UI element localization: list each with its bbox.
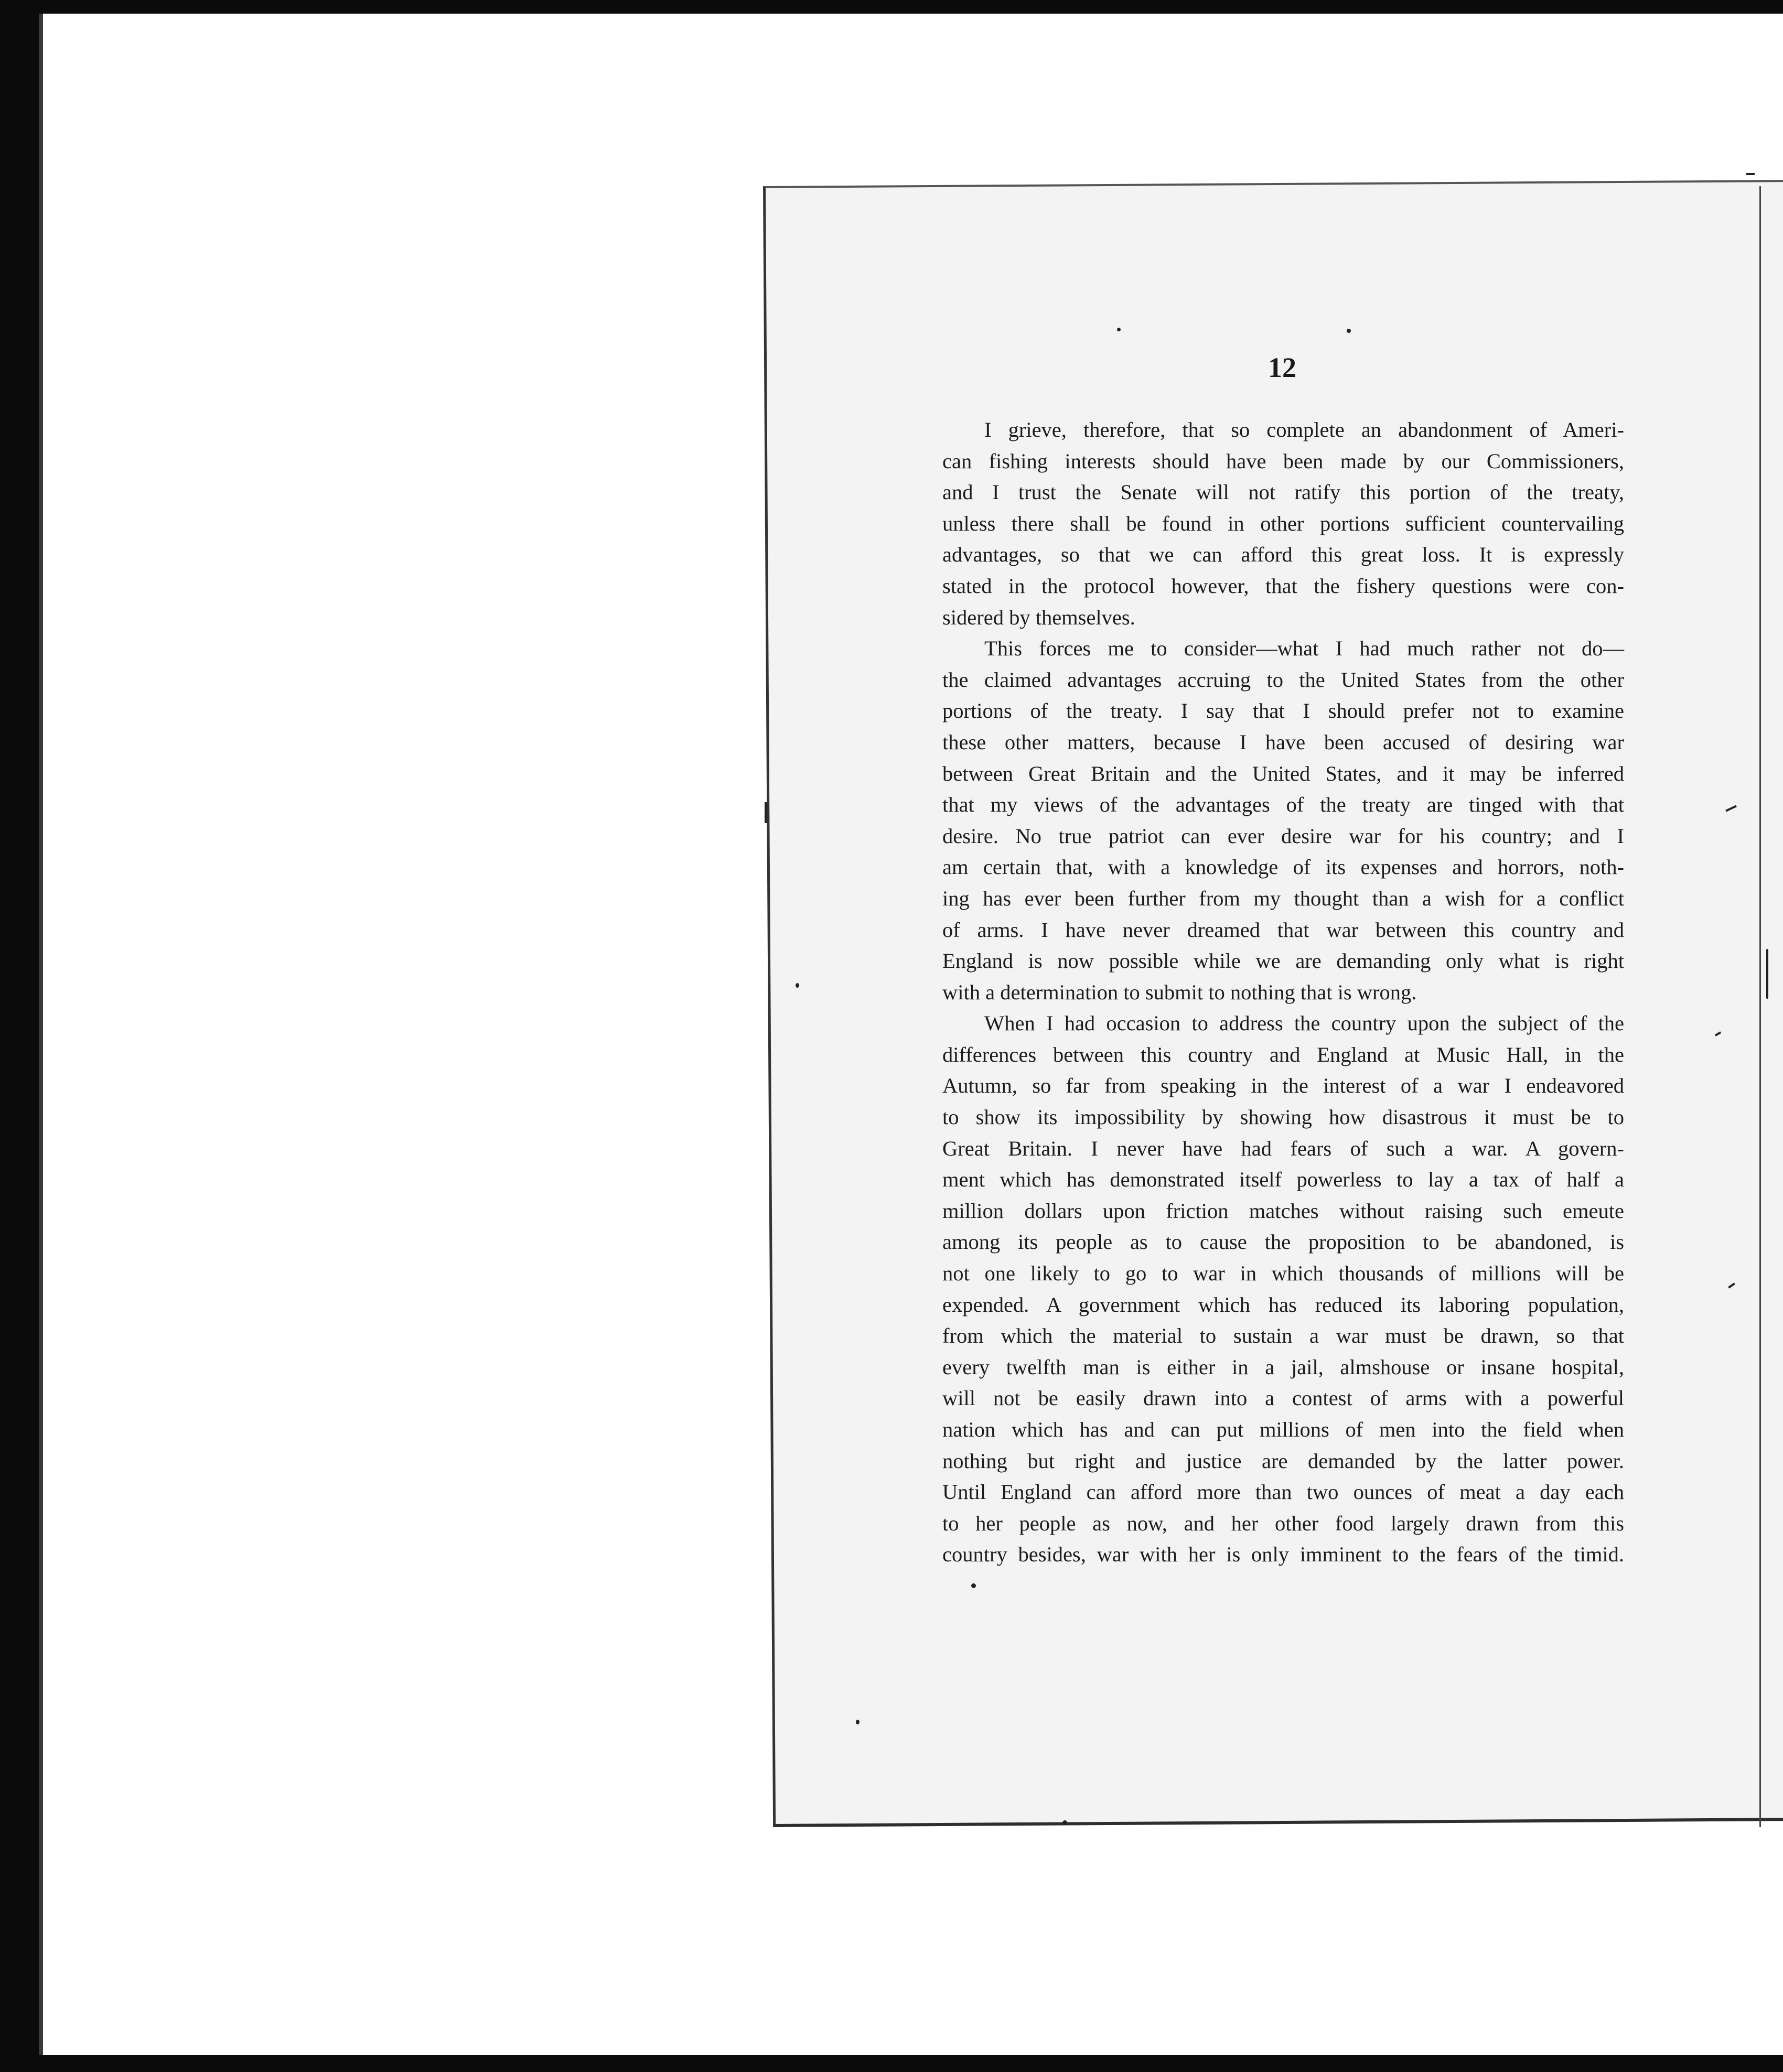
text-line: ment which has demonstrated itself powerless to lay a tax of half a bbox=[942, 1168, 1624, 1192]
text-line: not one likely to go to war in which thousands of millions will be bbox=[942, 1261, 1624, 1286]
text-line: I grieve, therefore, that so complete an abandonment of Ameri- bbox=[984, 418, 1624, 441]
text-line: am certain that, with a knowledge of its expenses and horrors, noth- bbox=[942, 855, 1624, 879]
text-line: with a determination to submit to nothing that is wrong. bbox=[942, 980, 1417, 1004]
scan-border-left-shadow bbox=[39, 14, 43, 2055]
text-line: to her people as now, and her other food largely drawn from this bbox=[942, 1511, 1624, 1535]
page-edge-right bbox=[1759, 186, 1761, 1827]
margin-mark bbox=[765, 802, 767, 823]
text-line: advantages, so that we can afford this great loss. It is expressly bbox=[942, 543, 1624, 567]
text-line: unless there shall be found in other portions sufficient countervailing bbox=[942, 511, 1624, 535]
scan-speck bbox=[796, 983, 799, 988]
text-line: stated in the protocol however, that the fishery questions were con- bbox=[942, 574, 1624, 598]
paragraph bbox=[942, 1008, 1624, 1570]
page-body bbox=[942, 414, 1624, 1570]
scan-speck bbox=[1347, 329, 1351, 333]
scan-speck bbox=[1062, 1820, 1067, 1825]
text-line: every twelfth man is either in a jail, almshouse or insane hospital, bbox=[942, 1355, 1624, 1379]
text-line: desire. No true patriot can ever desire war for his country; and I bbox=[942, 824, 1624, 848]
paragraph bbox=[942, 633, 1624, 1008]
paragraph bbox=[942, 414, 1624, 633]
text-line: the claimed advantages accruing to the United States from the other bbox=[942, 667, 1624, 692]
text-line: from which the material to sustain a war must be drawn, so that bbox=[942, 1324, 1624, 1348]
text-line: portions of the treaty. I say that I should prefer not to examine bbox=[942, 699, 1624, 723]
text-line: nation which has and can put millions of men into the field when bbox=[942, 1418, 1624, 1441]
text-line: sidered by themselves. bbox=[942, 605, 1135, 629]
scan-speck bbox=[1117, 328, 1121, 331]
text-line: of arms. I have never dreamed that war between this country and bbox=[942, 918, 1624, 942]
scan-border-left bbox=[0, 0, 39, 2072]
text-line: This forces me to consider—what I had much rather not do— bbox=[984, 636, 1624, 661]
text-line: expended. A government which has reduced its laboring population, bbox=[942, 1292, 1624, 1316]
page-number: 12 bbox=[1268, 352, 1296, 383]
text-line: Autumn, so far from speaking in the interest of a war I endeavored bbox=[942, 1074, 1624, 1098]
scan-border-bottom bbox=[0, 2055, 1783, 2072]
margin-mark bbox=[1766, 949, 1768, 999]
text-line: these other matters, because I have been accused of desiring war bbox=[942, 730, 1624, 754]
text-line: Great Britain. I never have had fears of such a war. A govern- bbox=[942, 1136, 1624, 1160]
text-line: Until England can afford more than two ounces of meat a day each bbox=[942, 1480, 1624, 1504]
text-line: between Great Britain and the United States, and it may be inferred bbox=[942, 761, 1624, 785]
text-line: country besides, war with her is only imminent to the fears of the timid. bbox=[942, 1542, 1624, 1567]
text-line: differences between this country and England at Music Hall, in the bbox=[942, 1042, 1624, 1066]
text-line: million dollars upon friction matches without raising such emeute bbox=[942, 1199, 1624, 1223]
text-line: ing has ever been further from my thought than a wish for a conflict bbox=[942, 886, 1624, 910]
text-line: to show its impossibility by showing how disastrous it must be to bbox=[942, 1105, 1624, 1129]
text-line: and I trust the Senate will not ratify this portion of the treaty, bbox=[942, 480, 1624, 504]
scan-speck bbox=[856, 1720, 860, 1724]
scan-border-top bbox=[0, 0, 1783, 14]
text-line: England is now possible while we are demanding only what is right bbox=[942, 949, 1624, 973]
text-line: can fishing interests should have been made by our Commissioners, bbox=[942, 449, 1624, 473]
margin-mark bbox=[1746, 173, 1755, 175]
text-line: nothing but right and justice are demanded by the latter power. bbox=[942, 1449, 1624, 1473]
scan-speck bbox=[971, 1583, 976, 1588]
text-line: When I had occasion to address the country upon the subject of the bbox=[984, 1011, 1624, 1035]
text-line: among its people as to cause the proposition to be abandoned, is bbox=[942, 1230, 1624, 1254]
text-line: will not be easily drawn into a contest of arms with a powerful bbox=[942, 1386, 1624, 1410]
text-line: that my views of the advantages of the treaty are tinged with that bbox=[942, 793, 1624, 817]
